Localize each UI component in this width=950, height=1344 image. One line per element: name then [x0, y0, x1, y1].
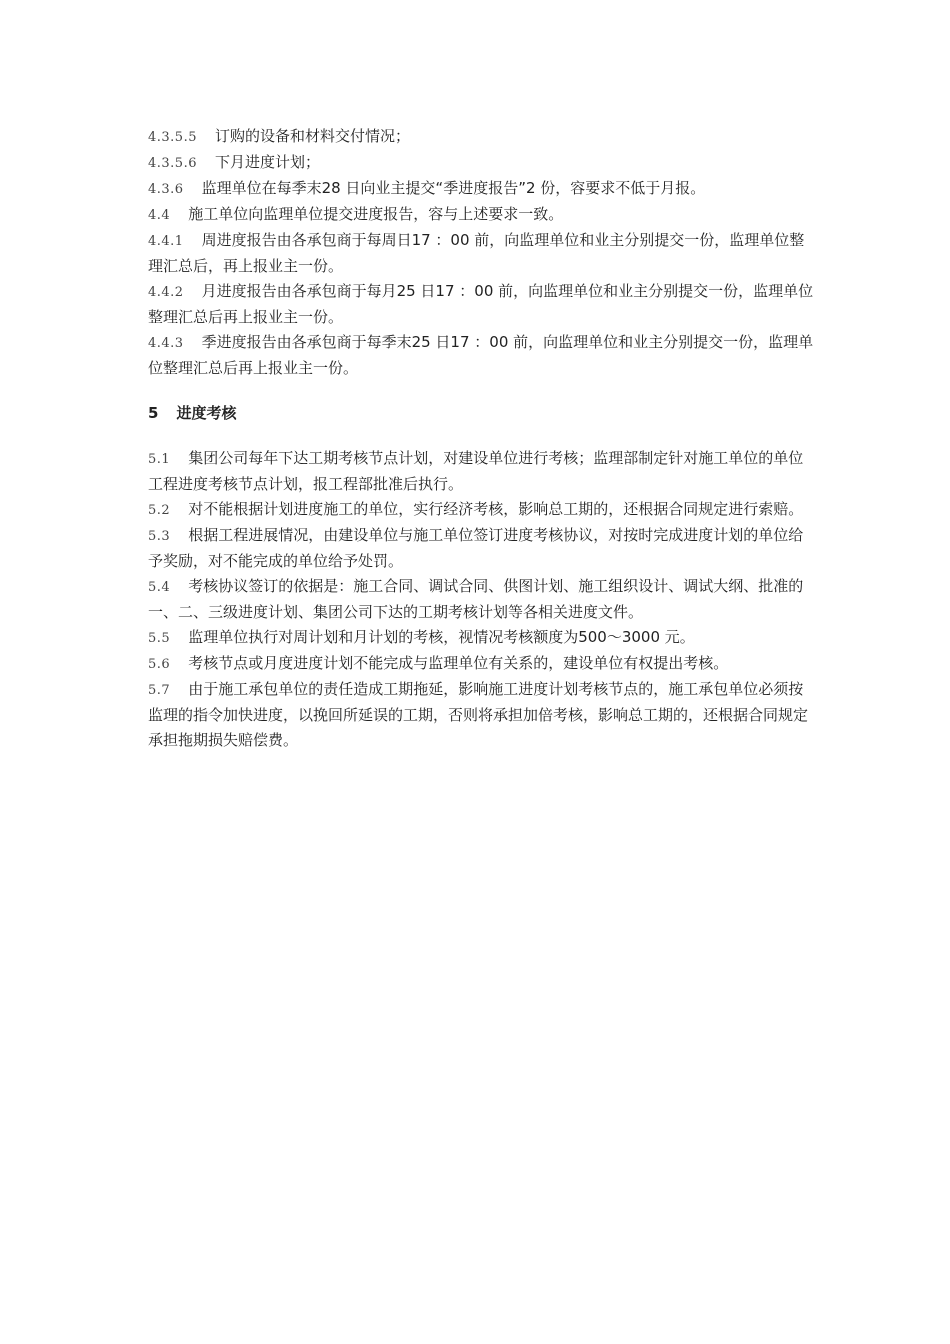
clause-number: 5.2: [148, 503, 171, 518]
clause-5-1: [148, 446, 818, 497]
heading-number: 5: [148, 404, 159, 422]
clause-4-3-5-5: [148, 124, 818, 150]
clause-5-7: [148, 677, 818, 753]
clause-text: 监理单位在每季末28 日向业主提交“季进度报告”2 份，容要求不低于月报。: [201, 179, 706, 197]
section-5-heading: [148, 401, 818, 426]
clause-number: 4.4: [148, 208, 171, 223]
clause-number: 4.4.1: [148, 234, 184, 249]
clause-number: 4.4.3: [148, 336, 184, 351]
clause-5-4: [148, 574, 818, 625]
document-page: [148, 124, 818, 753]
clause-number: 5.6: [148, 657, 171, 672]
clause-5-3: [148, 523, 818, 574]
clause-5-5: [148, 625, 818, 651]
heading-title: 进度考核: [176, 404, 237, 422]
clause-number: 5.7: [148, 683, 171, 698]
clause-number: 5.1: [148, 452, 171, 467]
clause-text: 下月进度计划；: [214, 153, 320, 171]
clause-text: 订购的设备和材料交付情况；: [214, 127, 410, 145]
clause-number: 4.3.5.6: [148, 156, 197, 171]
section-5-list: [148, 446, 818, 753]
clause-text: 由于施工承包单位的责任造成工期拖延，影响施工进度计划考核节点的，施工承包单位必须按监理的指令加快进度，以挽回所延误的工期，否则将承担加倍考核，影响总工期的，还根据合同规定承担拖期损失赔偿费。: [148, 680, 809, 749]
clause-text: 集团公司每年下达工期考核节点计划，对建设单位进行考核；监理部制定针对施工单位的单位工程进度考核节点计划，报工程部批准后执行。: [148, 449, 804, 493]
clause-4-4-3: [148, 330, 818, 381]
clause-text: 对不能根据计划进度施工的单位，实行经济考核，影响总工期的，还根据合同规定进行索赔。: [188, 500, 804, 518]
clause-text: 根据工程进展情况，由建设单位与施工单位签订进度考核协议，对按时完成进度计划的单位给予奖励，对不能完成的单位给予处罚。: [148, 526, 804, 570]
clause-4-3-6: [148, 176, 818, 202]
clause-text: 施工单位向监理单位提交进度报告，容与上述要求一致。: [188, 205, 564, 223]
clause-number: 5.3: [148, 529, 171, 544]
clause-text: 考核节点或月度进度计划不能完成与监理单位有关系的，建设单位有权提出考核。: [188, 654, 729, 672]
clause-number: 4.3.6: [148, 182, 184, 197]
clause-4-4: [148, 202, 818, 228]
clause-4-4-1: [148, 228, 818, 279]
clause-text: 季进度报告由各承包商于每季末25 日17 ：00 前，向监理单位和业主分别提交一份，监理单位整理汇总后再上报业主一份。: [148, 333, 814, 377]
clause-text: 周进度报告由各承包商于每周日17 ：00 前，向监理单位和业主分别提交一份，监理单位整理汇总后，再上报业主一份。: [148, 231, 805, 275]
clause-5-6: [148, 651, 818, 677]
clause-text: 考核协议签订的依据是：施工合同、调试合同、供图计划、施工组织设计、调试大纲、批准的一、二、三级进度计划、集团公司下达的工期考核计划等各相关进度文件。: [148, 577, 804, 621]
clause-text: 监理单位执行对周计划和月计划的考核，视情况考核额度为500～3000 元。: [188, 628, 695, 646]
clause-text: 月进度报告由各承包商于每月25 日17 ：00 前，向监理单位和业主分别提交一份，监理单位整理汇总后再上报业主一份。: [148, 282, 814, 326]
clause-number: 5.4: [148, 580, 171, 595]
clause-4-4-2: [148, 279, 818, 330]
clause-number: 5.5: [148, 631, 171, 646]
clause-number: 4.3.5.5: [148, 130, 197, 145]
clause-number: 4.4.2: [148, 285, 184, 300]
clause-5-2: [148, 497, 818, 523]
clause-4-3-5-6: [148, 150, 818, 176]
section-4-list: [148, 124, 818, 381]
